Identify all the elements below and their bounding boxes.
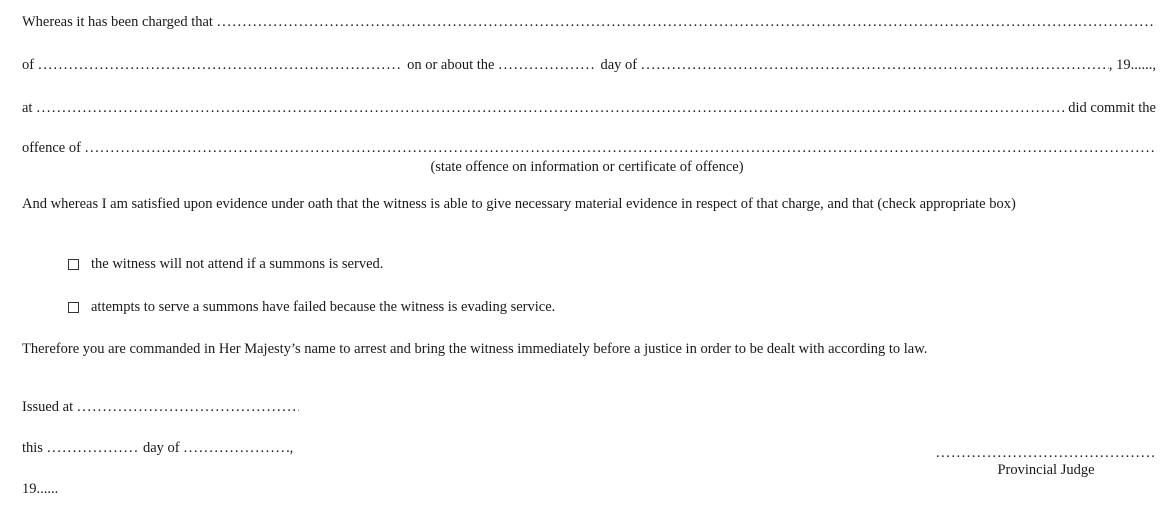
- signature-block: [936, 445, 1156, 479]
- option-will-not-attend-label: the witness will not attend if a summons is served.: [91, 256, 384, 272]
- charged-line: [22, 14, 1156, 31]
- offence-caption: (state offence on information or certificate of offence): [430, 159, 744, 175]
- day-blank[interactable]: [498, 57, 596, 74]
- at-label: at: [22, 100, 33, 116]
- option-evading-service[interactable]: [68, 299, 555, 316]
- charge-blank[interactable]: [217, 14, 1156, 31]
- did-commit-label: did commit the: [1068, 100, 1156, 116]
- command-paragraph: Therefore you are commanded in Her Majesty’s name to arrest and bring the witness immediately before a justice in order to be dealt with according to law.: [22, 341, 928, 357]
- issued-at-label: Issued at: [22, 399, 74, 415]
- checkbox-evading-service[interactable]: [68, 302, 79, 313]
- charged-label: Whereas it has been charged that: [22, 14, 213, 30]
- day-of-label: day of: [600, 57, 638, 73]
- offence-of-label: offence of: [22, 140, 81, 156]
- offence-blank[interactable]: [85, 140, 1156, 157]
- date-line: [22, 57, 1156, 74]
- month-blank[interactable]: [641, 57, 1109, 74]
- signature-title: Provincial Judge: [997, 462, 1095, 478]
- year-line: 19......: [22, 481, 59, 497]
- option-evading-service-label: attempts to serve a summons have failed because the witness is evading service.: [91, 299, 556, 315]
- signature-blank[interactable]: [936, 445, 1156, 462]
- this-day-of-label: day of: [142, 440, 180, 456]
- of-label: of: [22, 57, 35, 73]
- this-label: this: [22, 440, 43, 456]
- place-line: [22, 100, 1156, 117]
- offence-line: [22, 140, 1156, 157]
- year-label: , 19......,: [1108, 57, 1156, 73]
- on-or-about-label: on or about the: [407, 57, 495, 73]
- issued-at-blank[interactable]: [77, 399, 299, 416]
- checkbox-will-not-attend[interactable]: [68, 259, 79, 270]
- evidence-paragraph: And whereas I am satisfied upon evidence under oath that the witness is able to give necessary material evidence in respect of that charge, and that (check appropriate box): [22, 196, 1016, 212]
- issued-line: [22, 399, 299, 416]
- this-day-line: [22, 440, 293, 457]
- of-blank[interactable]: [38, 57, 403, 74]
- option-will-not-attend[interactable]: [68, 256, 383, 273]
- this-month-blank[interactable]: [184, 440, 290, 457]
- this-day-blank[interactable]: [47, 440, 139, 457]
- place-blank[interactable]: [36, 100, 1064, 117]
- this-comma: ,: [289, 440, 294, 456]
